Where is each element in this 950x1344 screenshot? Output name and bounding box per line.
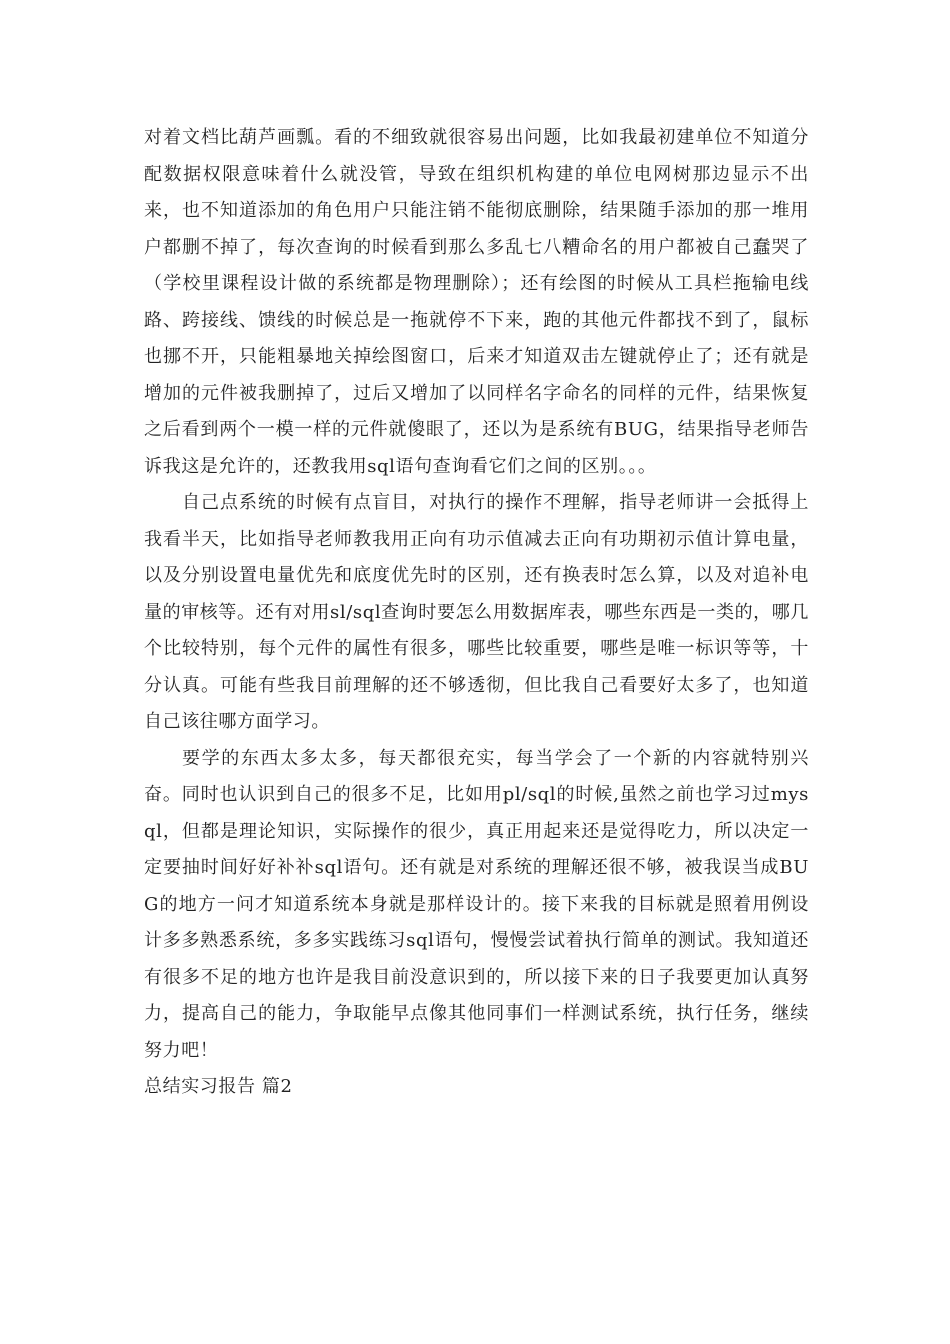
section-heading: 总结实习报告 篇2 bbox=[144, 1076, 293, 1097]
paragraph-2: 自己点系统的时候有点盲目，对执行的操作不理解，指导老师讲一会抵得上我看半天，比如指导老师教我用正向有功示值减去正向有功期初示值计算电量，以及分别设置电量优先和底度优先时的区别，还有换表时怎么算，以及对追补电量的审核等。还有对用sl/sql查询时要怎么用数据库表，哪些东西是一类的，哪几个比较特别，每个元件的属性有很多，哪些比较重要，哪些是唯一标识等等，十分认真。可能有些我目前理解的还不够透彻，但比我自己看要好太多了，也知道自己该往哪方面学习。 bbox=[144, 492, 809, 732]
paragraph-1: 对着文档比葫芦画瓢。看的不细致就很容易出问题，比如我最初建单位不知道分配数据权限意味着什么就没管，导致在组织机构建的单位电网树那边显示不出来，也不知道添加的角色用户只能注销不能彻底删除，结果随手添加的那一堆用户都删不掉了，每次查询的时候看到那么多乱七八糟命名的用户都被自己蠢哭了（学校里课程设计做的系统都是物理删除）；还有绘图的时候从工具栏拖输电线路、跨接线、馈线的时候总是一拖就停不下来，跑的其他元件都找不到了，鼠标也挪不开，只能粗暴地关掉绘图窗口，后来才知道双击左键就停止了；还有就是增加的元件被我删掉了，过后又增加了以同样名字命名的同样的元件，结果恢复之后看到两个一模一样的元件就傻眼了，还以为是系统有BUG，结果指导老师告诉我这是允许的，还教我用sql语句查询看它们之间的区别。。。 bbox=[144, 127, 809, 477]
paragraph-3: 要学的东西太多太多，每天都很充实，每当学会了一个新的内容就特别兴奋。同时也认识到自己的很多不足，比如用pl/sql的时候,虽然之前也学习过mysql，但都是理论知识，实际操作的很少，真正用起来还是觉得吃力，所以决定一定要抽时间好好补补sql语句。还有就是对系统的理解还很不够，被我误当成BUG的地方一问才知道系统本身就是那样设计的。接下来我的目标就是照着用例设计多多熟悉系统，多多实践练习sql语句，慢慢尝试着执行简单的测试。我知道还有很多不足的地方也许是我目前没意识到的，所以接下来的日子我要更加认真努力，提高自己的能力，争取能早点像其他同事们一样测试系统，执行任务，继续努力吧！ bbox=[144, 747, 809, 1061]
document-body bbox=[144, 120, 809, 1106]
